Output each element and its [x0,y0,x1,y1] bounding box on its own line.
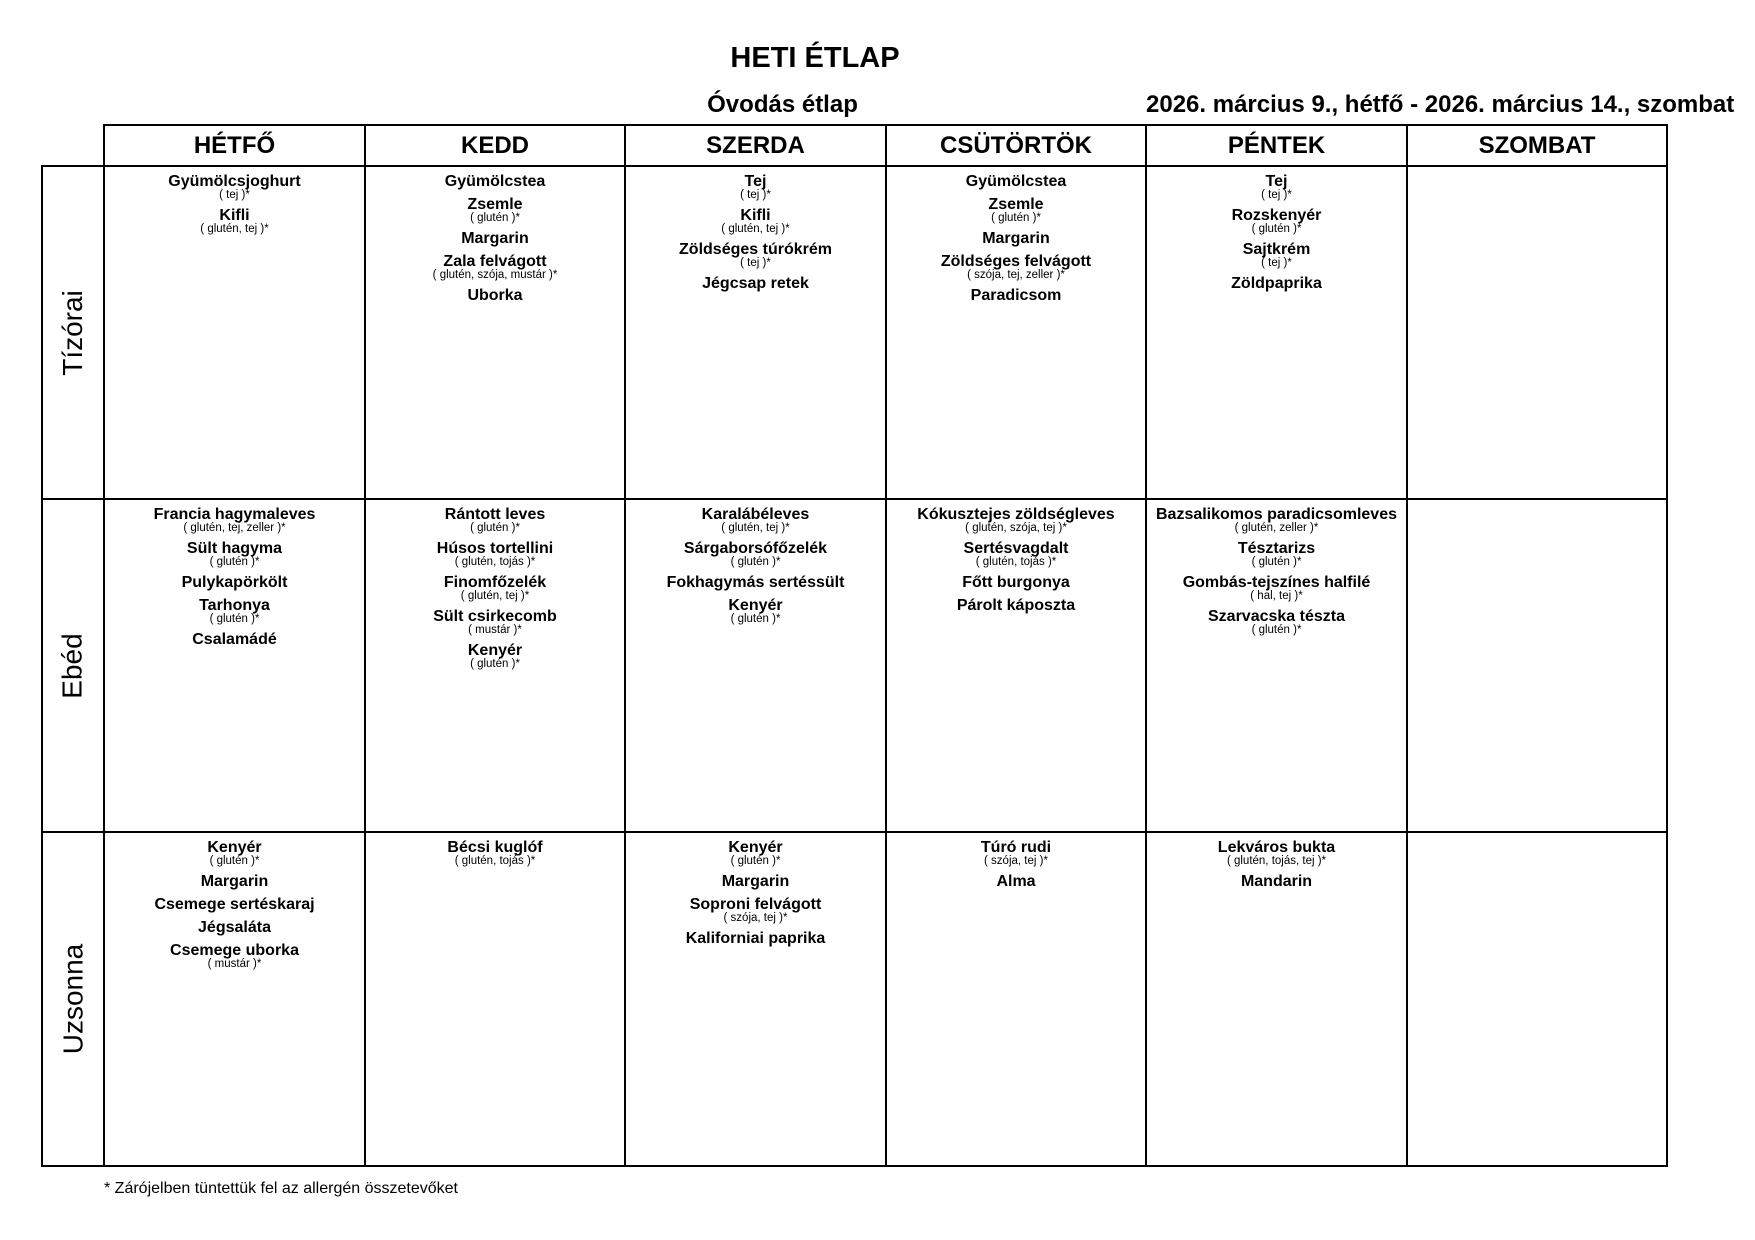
menu-cell [366,506,624,831]
dish-name: Párolt káposzta [956,597,1076,614]
date-range: 2026. március 9., hétfő - 2026. március 14., szombat [1146,91,1735,118]
meal-label: Ebéd [57,632,88,699]
page-title: HETI ÉTLAP [730,42,900,74]
menu-cell [1147,506,1406,831]
dish-name: Gyümölcsjoghurt [168,173,301,190]
menu-item [1147,241,1406,269]
dish-name: Bazsalikomos paradicsomleves [1155,506,1397,523]
dish-name: Uborka [467,287,523,304]
dish-name: Sült hagyma [186,540,283,557]
dish-name: Jégcsap retek [702,275,809,292]
dish-name: Tésztarizs [1237,540,1316,557]
dish-name: Sajtkrém [1242,241,1311,258]
menu-cell [1147,839,1406,1165]
allergen-footnote: * Zárójelben tüntettük fel az allergén összetevőket [104,1180,458,1197]
allergen-note: ( glutén )* [470,658,520,670]
dish-name: Zöldpaprika [1231,275,1322,292]
allergen-note: ( glutén, szója, tej )* [965,522,1067,534]
menu-item [626,540,885,568]
allergen-note: ( mustár )* [468,624,522,636]
allergen-note: ( glutén )* [730,855,781,867]
menu-item [887,574,1145,591]
allergen-note: ( glutén, tojás )* [454,855,536,867]
menu-item [1147,207,1406,235]
allergen-note: ( glutén, zeller )* [1234,522,1319,534]
menu-item [105,207,364,235]
menu-item [887,230,1145,247]
allergen-note: ( glutén, tej )* [721,522,790,534]
dish-name: Tej [1265,173,1288,190]
dish-name: Mandarin [1240,873,1313,890]
menu-cell [887,839,1145,1165]
allergen-note: ( glutén )* [1251,624,1302,636]
dish-name: Zsemle [467,196,523,213]
dish-name: Kaliforniai paprika [685,930,826,947]
dish-name: Kenyér [728,839,783,856]
menu-item [887,253,1145,281]
table-line [1666,124,1668,1167]
menu-cell [887,506,1145,831]
allergen-note: ( glutén )* [991,212,1041,224]
menu-item [887,540,1145,568]
dish-name: Gombás-tejszínes halfilé [1182,574,1371,591]
menu-item [626,873,885,890]
menu-item [105,942,364,970]
menu-item [626,574,885,591]
menu-cell [1147,173,1406,498]
menu-cell [105,173,364,498]
dish-name: Margarin [721,873,790,890]
allergen-note: ( glutén )* [1251,223,1302,235]
dish-name: Fokhagymás sertéssült [666,574,845,591]
menu-item [1147,540,1406,568]
allergen-note: ( glutén )* [470,522,520,534]
dish-name: Francia hagymaleves [153,506,316,523]
allergen-note: ( glutén )* [1251,556,1302,568]
allergen-note: ( glutén )* [209,855,260,867]
menu-item [1147,608,1406,636]
menu-item [366,608,624,636]
allergen-note: ( glutén )* [209,556,260,568]
day-header-monday: HÉTFŐ [193,132,276,159]
menu-item [105,839,364,867]
allergen-note: ( glutén )* [209,613,260,625]
dish-name: Margarin [200,873,269,890]
allergen-note: ( mustár )* [207,958,262,970]
dish-name: Gyümölcstea [444,173,546,190]
menu-item [366,173,624,190]
allergen-note: ( szója, tej )* [984,855,1048,867]
menu-item [366,287,624,304]
menu-item [105,873,364,890]
allergen-note: ( tej )* [740,257,771,269]
menu-item [366,839,624,867]
day-header-wednesday: SZERDA [706,132,805,159]
day-header-friday: PÉNTEK [1227,132,1326,159]
dish-name: Zöldséges felvágott [940,253,1092,270]
menu-item [626,207,885,235]
dish-name: Pulykapörkölt [181,574,288,591]
table-line [41,831,1668,833]
menu-item [887,287,1145,304]
menu-item [626,930,885,947]
dish-name: Sertésvagdalt [963,540,1069,557]
allergen-note: ( glutén, tej )* [721,223,790,235]
allergen-note: ( hal, tej )* [1250,590,1303,602]
allergen-note: ( glutén, tej )* [460,590,530,602]
dish-name: Sült csirkecomb [433,608,557,625]
allergen-note: ( glutén, tej )* [200,223,269,235]
allergen-note: ( tej )* [740,189,771,201]
menu-item [1147,873,1406,890]
allergen-note: ( glutén )* [730,613,781,625]
menu-item [366,196,624,224]
menu-cell [626,506,885,831]
menu-item [626,241,885,269]
dish-name: Kifli [740,207,771,224]
allergen-note: ( glutén, tojás )* [454,556,536,568]
menu-item [1147,275,1406,292]
dish-name: Margarin [461,230,529,247]
dish-name: Csemege sertéskaraj [154,896,315,913]
allergen-note: ( glutén, tojás, tej )* [1226,855,1327,867]
allergen-note: ( glutén, tojás )* [975,556,1057,568]
dish-name: Bécsi kuglóf [447,839,543,856]
allergen-note: ( glutén, szója, mustár )* [432,269,558,281]
dish-name: Túró rudi [980,839,1052,856]
dish-name: Szarvacska tészta [1208,608,1345,625]
dish-name: Karalábéleves [701,506,810,523]
menu-cell [366,839,624,1165]
menu-cell [366,173,624,498]
dish-name: Húsos tortellini [436,540,554,557]
dish-name: Lekváros bukta [1217,839,1336,856]
menu-item [626,506,885,534]
menu-item [887,839,1145,867]
menu-cell [1408,839,1666,1165]
menu-item [366,574,624,602]
dish-name: Alma [996,873,1036,890]
menu-item [1147,839,1406,867]
menu-subtitle: Óvodás étlap [707,91,858,118]
dish-name: Soproni felvágott [689,896,822,913]
menu-item [366,540,624,568]
menu-item [887,506,1145,534]
table-line [41,498,1668,500]
meal-header-uzsonna [42,833,104,1165]
menu-item [366,642,624,670]
menu-item [366,506,624,534]
meal-label: Tízórai [57,289,89,376]
menu-item [1147,574,1406,602]
meal-label: Uzsonna [57,943,89,1055]
day-header-tuesday: KEDD [460,132,529,159]
allergen-note: ( tej )* [219,189,250,201]
menu-item [105,631,364,648]
allergen-note: ( glutén )* [730,556,781,568]
menu-item [366,253,624,281]
day-header-saturday: SZOMBAT [1478,132,1596,159]
dish-name: Zsemle [988,196,1044,213]
meal-header-tizorai [42,167,104,498]
menu-item [1147,506,1406,534]
dish-name: Zala felvágott [443,253,547,270]
dish-name: Tarhonya [199,597,270,614]
menu-item [105,173,364,201]
dish-name: Kenyér [728,597,783,614]
allergen-note: ( tej )* [1261,257,1292,269]
dish-name: Kenyér [207,839,262,856]
dish-name: Csemege uborka [170,942,299,959]
dish-name: Finomfőzelék [443,574,547,591]
menu-item [105,506,364,534]
menu-item [105,574,364,591]
allergen-note: ( glutén )* [470,212,520,224]
menu-item [626,597,885,625]
table-line [41,1165,1668,1167]
menu-item [626,173,885,201]
dish-name: Csalamádé [192,631,277,648]
menu-item [105,919,364,936]
allergen-note: ( szója, tej, zeller )* [967,269,1065,281]
menu-item [1147,173,1406,201]
menu-item [366,230,624,247]
menu-cell [887,173,1145,498]
allergen-note: ( glutén, tej, zeller )* [183,522,286,534]
dish-name: Főtt burgonya [962,574,1070,591]
dish-name: Rántott leves [444,506,546,523]
menu-item [626,275,885,292]
dish-name: Gyümölcstea [965,173,1067,190]
menu-cell [1408,506,1666,831]
dish-name: Kókusztejes zöldségleves [917,506,1115,523]
dish-name: Sárgaborsófőzelék [683,540,828,557]
menu-cell [626,839,885,1165]
dish-name: Zöldséges túrókrém [679,241,832,258]
menu-item [887,873,1145,890]
dish-name: Jégsaláta [198,919,271,936]
menu-cell [105,506,364,831]
menu-item [626,896,885,924]
dish-name: Kifli [219,207,250,224]
allergen-note: ( tej )* [1261,189,1292,201]
menu-item [887,597,1145,614]
menu-cell [1408,173,1666,498]
menu-item [626,839,885,867]
menu-item [105,540,364,568]
dish-name: Paradicsom [970,287,1062,304]
menu-cell [626,173,885,498]
menu-item [105,597,364,625]
menu-item [105,896,364,913]
menu-item [887,173,1145,190]
dish-name: Rozskenyér [1231,207,1322,224]
dish-name: Tej [744,173,767,190]
menu-item [887,196,1145,224]
dish-name: Margarin [982,230,1050,247]
dish-name: Kenyér [467,642,523,659]
meal-header-ebed [42,500,104,831]
allergen-note: ( szója, tej )* [723,912,788,924]
day-header-thursday: CSÜTÖRTÖK [940,132,1092,159]
menu-cell [105,839,364,1165]
